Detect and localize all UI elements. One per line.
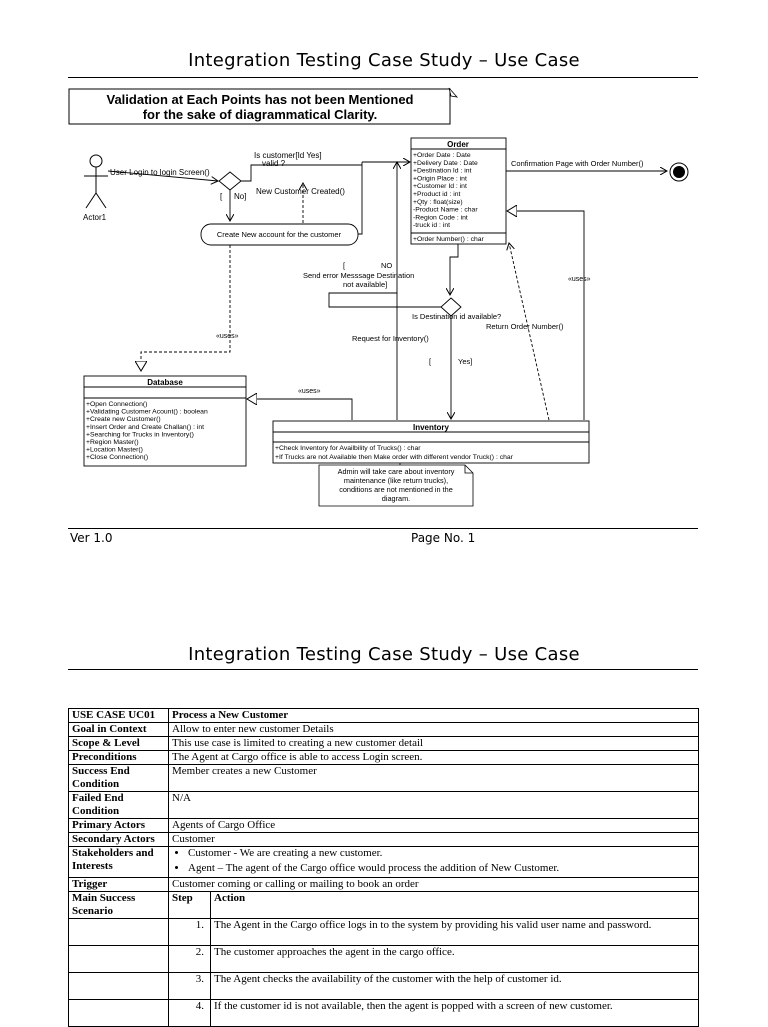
failed-value: N/A [169,792,699,819]
step-number: 3. [169,973,211,1000]
order-attribute: +Qty : float(size) [413,198,463,206]
admin-note-line1: Admin will take care about inventory [337,467,455,476]
order-method: +Order Number() : char [413,236,484,243]
step-number: 1. [169,919,211,946]
failed-label: Failed End Condition [69,792,169,819]
database-class-name: Database [147,378,183,387]
scope-value: This use case is limited to creating a new customer detail [169,737,699,751]
stakeholders-label: Stakeholders and Interests [69,847,169,878]
step-action: The Agent checks the availability of the customer with the help of customer id. [211,973,699,1000]
page2-header-rule [68,669,698,670]
uses-label-inventory: «uses» [298,388,321,395]
step-action: The customer approaches the agent in the cargo office. [211,946,699,973]
stakeholder-item: • Customer - We are creating a new customer. [188,847,695,860]
database-method: +Validating Customer Acount() : boolean [86,408,208,416]
step-number: 2. [169,946,211,973]
secondary-actors-value: Customer [169,833,699,847]
actor-stick-figure-icon [84,155,108,208]
error-bracket-open: [ [343,261,346,270]
error-message-label: Send error Messsage Destination [303,271,415,280]
new-customer-created-label: New Customer Created() [256,187,345,196]
order-attribute: +Destination Id : int [413,167,472,175]
error-not-available-label: not available] [343,280,388,289]
clarity-note-line2: for the sake of diagrammatical Clarity. [142,107,378,122]
database-method: +Create new Customer() [86,416,161,424]
step-action: If the customer id is not available, then the agent is popped with a screen of new customer. [211,1000,699,1027]
database-method: +Location Master() [86,446,143,454]
main-scenario-label: Main Success Scenario [69,892,169,919]
uses-label-order: «uses» [568,276,591,283]
primary-actors-label: Primary Actors [69,819,169,833]
stakeholders-value [169,847,699,878]
final-node-inner [673,166,685,178]
no-bracket-open: [ [220,192,223,201]
action-header: Action [211,892,699,919]
step-number: 4. [169,1000,211,1027]
login-label: User Login to login Screen() [110,168,210,177]
request-inventory-label: Request for Inventory() [352,334,429,343]
page2-title: Integration Testing Case Study – Use Case [188,644,580,665]
confirmation-label: Confirmation Page with Order Number() [511,159,644,168]
uses-label-database: «uses» [216,333,239,340]
step-action: The Agent in the Cargo office logs in to the system by providing his valid user name and password. [211,919,699,946]
inventory-class-name: Inventory [412,423,450,432]
secondary-actors-label: Secondary Actors [69,833,169,847]
order-attribute: +Delivery Date : Date [413,159,478,167]
order-attribute: +Customer Id : int [413,183,467,191]
database-method: +Open Connection() [86,401,148,408]
uc-id-value: Process a New Customer [169,709,699,723]
preconditions-value: The Agent at Cargo office is able to access Login screen. [169,751,699,765]
return-order-label: Return Order Number() [486,322,564,331]
admin-note-line3: conditions are not mentioned in the [339,485,453,494]
order-attribute: +Order Date : Date [413,152,471,159]
order-attribute: -Region Code : int [413,214,468,222]
order-attribute: -truck id : int [413,222,451,230]
error-no-label: NO [381,261,393,270]
admin-note [319,465,473,506]
header-rule [68,77,698,78]
success-label: Success End Condition [69,765,169,792]
database-class [84,376,246,466]
actor-label: Actor1 [83,213,107,222]
scope-label: Scope & Level [69,737,169,751]
use-case-table [68,708,699,1027]
yes-label: Yes] [458,357,473,366]
database-method: +Insert Order and Create Challan() : int [86,423,205,431]
goal-label: Goal in Context [69,723,169,737]
goal-value: Allow to enter new customer Details [169,723,699,737]
page-title: Integration Testing Case Study – Use Case [188,50,580,71]
order-attribute: +Product id : int [413,191,461,198]
create-account-label: Create New account for the customer [216,230,342,239]
preconditions-label: Preconditions [69,751,169,765]
inventory-method-1: +Check Inventory for Availbility of Trucks() : char [275,445,421,452]
is-customer-label: Is customer[Id Yes] [254,151,322,160]
clarity-note-line1: Validation at Each Points has not been Mentioned [106,92,414,107]
is-customer-valid-label: valid ? [262,159,286,168]
order-class-name: Order [447,140,469,149]
footer-rule [68,528,698,529]
order-attribute: +Origin Place : int [413,175,467,183]
inventory-method-2: +If Trucks are not Available then Make order with different vendor Truck() : char [275,454,513,461]
use-case-diagram [0,80,768,520]
database-method: +Close Connection() [86,454,149,462]
trigger-value: Customer coming or calling or mailing to book an order [169,878,699,892]
inventory-class [273,421,589,463]
order-attribute: -Product Name : char [413,206,478,214]
footer-page-number: Page No. 1 [411,531,476,545]
order-class [411,138,506,244]
yes-bracket-open: [ [429,357,432,366]
trigger-label: Trigger [69,878,169,892]
admin-note-line2: maintenance (like return trucks), [343,476,449,485]
no-label: No] [234,192,247,201]
footer-version: Ver 1.0 [70,531,113,545]
database-method: +Region Master() [86,439,139,446]
database-method: +Searching for Trucks in Inventory() [86,431,194,439]
success-value: Member creates a new Customer [169,765,699,792]
customer-valid-decision [219,172,241,190]
primary-actors-value: Agents of Cargo Office [169,819,699,833]
uc-id-label: USE CASE UC01 [69,709,169,723]
destination-question-label: Is Destination id available? [412,312,502,321]
step-header: Step [169,892,211,919]
stakeholder-item: • Agent – The agent of the Cargo office would process the addition of New Customer. [188,862,695,875]
admin-note-line4: diagram. [381,494,411,503]
